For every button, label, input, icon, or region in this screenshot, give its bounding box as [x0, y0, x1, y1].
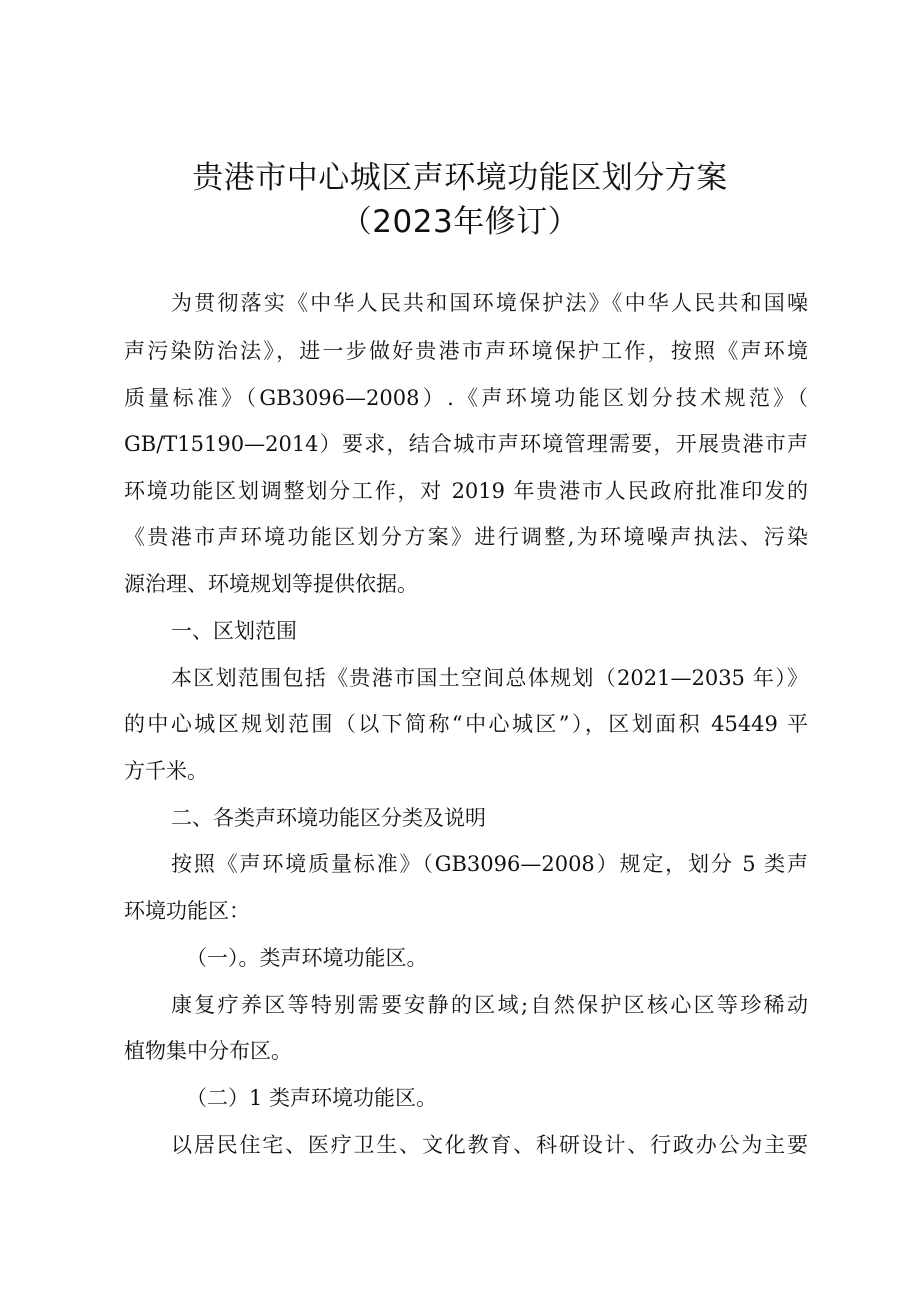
- paragraph-line: 源治理、环境规划等提供依据。: [124, 572, 418, 596]
- section-heading: 一、区划范围: [171, 619, 297, 643]
- paragraph-line: 植物集中分布区。: [124, 1039, 292, 1063]
- subsection-heading: （一）。类声环境功能区。: [186, 946, 428, 970]
- paragraph-line: 的中心城区规划范围（以下简称“中心城区”），区划面积 45449 平: [124, 712, 808, 736]
- paragraph-line: 为贯彻落实《中华人民共和国环境保护法》《中华人民共和国噪: [171, 291, 808, 315]
- subsection-heading: （二）1 类声环境功能区。: [186, 1086, 438, 1110]
- paragraph-line: 环境功能区：: [124, 899, 250, 923]
- paragraph-line: 本区划范围包括《贵港市国土空间总体规划（2021—2035 年）》: [171, 666, 808, 690]
- document-subtitle: （2023年修订）: [340, 204, 580, 240]
- paragraph-line: 环境功能区划调整划分工作，对 2019 年贵港市人民政府批准印发的: [124, 479, 808, 503]
- paragraph-line: GB/T15190—2014）要求，结合城市声环境管理需要，开展贵港市声: [124, 432, 808, 456]
- paragraph-line: 康复疗养区等特别需要安静的区域;自然保护区核心区等珍稀动: [171, 993, 808, 1017]
- paragraph-line: 方千米。: [124, 759, 208, 783]
- paragraph-line: 按照《声环境质量标准》（GB3096—2008）规定，划分 5 类声: [171, 852, 808, 876]
- paragraph-line: 声污染防治法》，进一步做好贵港市声环境保护工作，按照《声环境: [124, 339, 808, 363]
- paragraph-line: 质量标准》（GB3096—2008）.《声环境功能区划分技术规范》（: [124, 386, 808, 410]
- paragraph-line: 《贵港市声环境功能区划分方案》进行调整,为环境噪声执法、污染: [124, 525, 808, 549]
- section-heading: 二、各类声环境功能区分类及说明: [171, 806, 486, 830]
- document-title: 贵港市中心城区声环境功能区划分方案: [192, 160, 728, 196]
- paragraph-line: 以居民住宅、医疗卫生、文化教育、科研设计、行政办公为主要: [171, 1133, 808, 1157]
